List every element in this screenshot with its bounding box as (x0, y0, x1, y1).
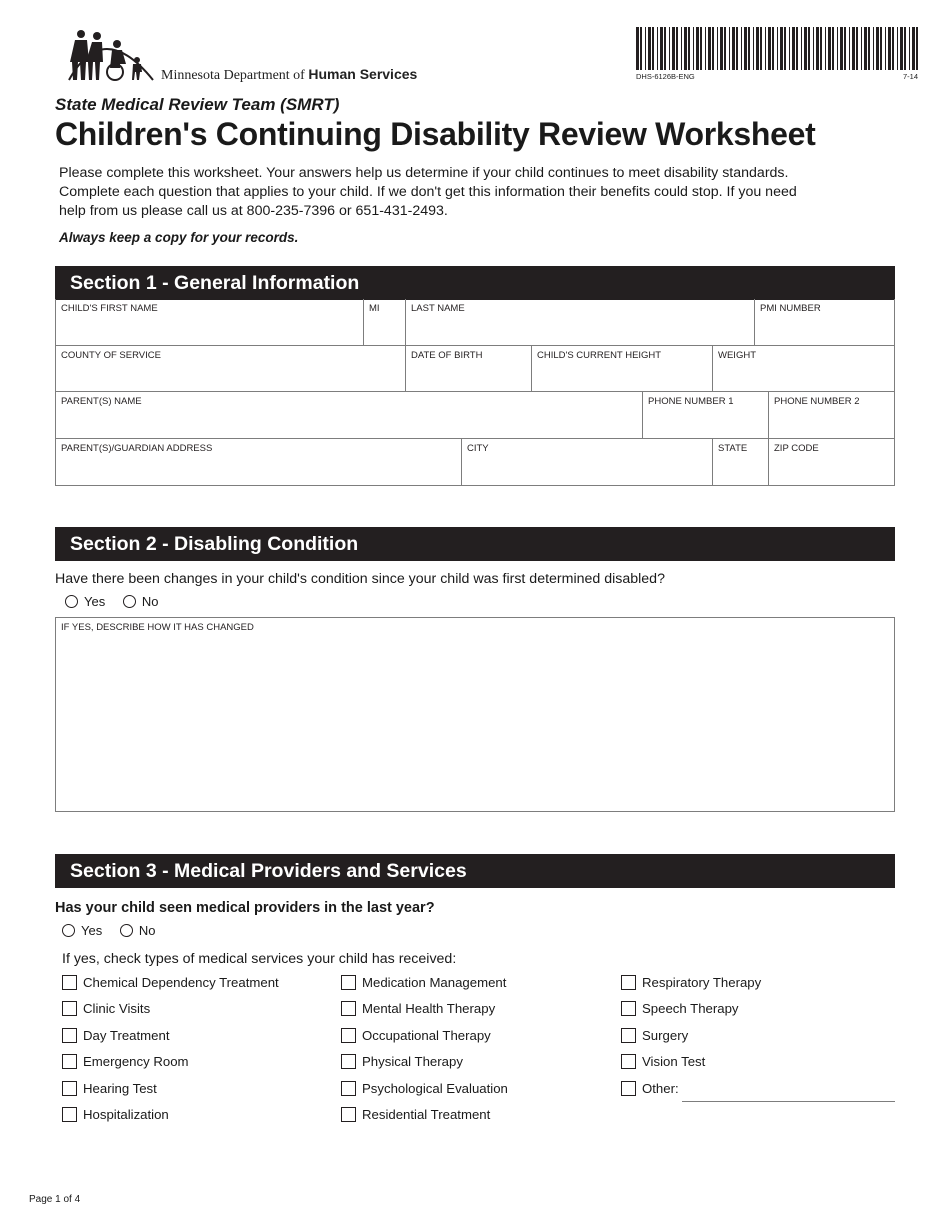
pmi-number-field[interactable] (755, 299, 895, 346)
state-input[interactable] (717, 458, 764, 482)
service-label: Surgery (642, 1028, 689, 1043)
service-label: Psychological Evaluation (362, 1081, 508, 1096)
condition-change-question: Have there been changes in your child's condition since your child was first determined disabled? (55, 571, 665, 587)
barcode-bar (772, 27, 774, 70)
org-name-bold: Human Services (308, 66, 418, 82)
barcode-bar (720, 27, 723, 70)
barcode-bar (724, 27, 726, 70)
weight-input[interactable] (717, 364, 890, 388)
barcode-bar (852, 27, 855, 70)
checkbox-icon[interactable] (621, 1054, 636, 1069)
field-label: IF YES, DESCRIBE HOW IT HAS CHANGED (61, 622, 254, 633)
service-checkbox-item[interactable] (341, 1028, 491, 1043)
barcode-bar (861, 27, 862, 70)
barcode-bar (844, 27, 846, 70)
barcode-bar (840, 27, 843, 70)
service-checkbox-item[interactable] (341, 975, 506, 990)
providers-question: Has your child seen medical providers in the last year? (55, 900, 435, 916)
service-checkbox-item[interactable] (621, 975, 761, 990)
form-date: 7-14 (903, 72, 919, 81)
checkbox-icon[interactable] (621, 1001, 636, 1016)
intro-line: Complete each question that applies to your child. If we don't get this information their benefits could stop. If you need (59, 184, 797, 200)
field-label: COUNTY OF SERVICE (61, 350, 161, 361)
field-label: PMI NUMBER (760, 303, 821, 314)
weight-field[interactable] (713, 346, 895, 392)
date-of-birth-input[interactable] (410, 364, 527, 388)
barcode-bar (808, 27, 810, 70)
condition-change-yes-option[interactable] (65, 594, 105, 609)
date-of-birth-field[interactable] (406, 346, 532, 392)
field-label: STATE (718, 443, 748, 454)
service-label: Mental Health Therapy (362, 1001, 496, 1016)
county-of-service-input[interactable] (60, 364, 401, 388)
barcode-bar (804, 27, 807, 70)
barcode-bar (700, 27, 702, 70)
barcode-bar (789, 27, 790, 70)
form-code: DHS-6126B-ENG (636, 72, 695, 81)
barcode-bar (717, 27, 718, 70)
barcode-bar (900, 27, 903, 70)
barcode-bar (885, 27, 886, 70)
checkbox-icon[interactable] (621, 1081, 636, 1096)
service-checkbox-item[interactable] (341, 1107, 490, 1122)
phone-number-2-input[interactable] (773, 411, 890, 435)
org-name (161, 66, 417, 84)
mi-input[interactable] (368, 318, 401, 342)
barcode-bar (916, 27, 918, 70)
barcode-bar (664, 27, 666, 70)
field-label: PHONE NUMBER 2 (774, 396, 860, 407)
last-name-input[interactable] (410, 318, 750, 342)
barcode-bar (705, 27, 706, 70)
state-field[interactable] (713, 439, 769, 485)
barcode-icon (636, 27, 923, 70)
barcode-bar (645, 27, 646, 70)
condition-change-no-option[interactable] (123, 594, 159, 609)
checkbox-icon[interactable] (62, 1028, 77, 1043)
service-label: Emergency Room (83, 1054, 189, 1069)
barcode-bar (792, 27, 795, 70)
barcode-bar (684, 27, 687, 70)
barcode-bar (816, 27, 819, 70)
child-first-name-field[interactable] (56, 299, 364, 346)
radio-circle-icon[interactable] (123, 595, 136, 608)
field-label: PHONE NUMBER 1 (648, 396, 734, 407)
service-label: Speech Therapy (642, 1001, 739, 1016)
barcode-bar (688, 27, 690, 70)
field-label: CITY (467, 443, 489, 454)
service-checkbox-item[interactable] (62, 1028, 169, 1043)
current-height-input[interactable] (536, 364, 708, 388)
barcode-bar (732, 27, 735, 70)
barcode-bar (676, 27, 678, 70)
barcode-bar (640, 27, 642, 70)
checkbox-icon[interactable] (62, 1081, 77, 1096)
providers-no-option[interactable] (120, 923, 156, 938)
checkbox-icon[interactable] (341, 1107, 356, 1122)
service-checkbox-item[interactable] (621, 1054, 705, 1069)
service-checkbox-item[interactable] (62, 1054, 189, 1069)
page-title: Children's Continuing Disability Review Worksheet (55, 116, 816, 152)
radio-label: Yes (81, 923, 103, 938)
service-label: Hearing Test (83, 1081, 157, 1096)
barcode-bar (856, 27, 858, 70)
other-service-input-line[interactable] (682, 1101, 895, 1102)
barcode-bar (736, 27, 738, 70)
field-label: CHILD'S FIRST NAME (61, 303, 158, 314)
barcode-bar (880, 27, 882, 70)
barcode-bar (744, 27, 747, 70)
barcode-bar (904, 27, 906, 70)
field-label: CHILD'S CURRENT HEIGHT (537, 350, 662, 361)
service-label: Clinic Visits (83, 1001, 151, 1016)
barcode-bar (897, 27, 898, 70)
county-of-service-field[interactable] (56, 346, 406, 392)
service-label: Hospitalization (83, 1107, 169, 1122)
dhs-logo-icon (55, 26, 155, 82)
barcode-bar (672, 27, 675, 70)
providers-radio-group (62, 923, 169, 938)
phone-number-1-input[interactable] (647, 411, 764, 435)
barcode-bar (748, 27, 750, 70)
barcode-bar (708, 27, 711, 70)
pmi-number-input[interactable] (759, 318, 890, 342)
barcode-bar (873, 27, 874, 70)
barcode-bar (912, 27, 915, 70)
radio-label: Yes (84, 594, 106, 609)
field-label: DATE OF BIRTH (411, 350, 483, 361)
barcode-bar (768, 27, 771, 70)
org-name-regular: Minnesota Department of (161, 68, 309, 83)
barcode-bar (864, 27, 867, 70)
service-checkbox-item[interactable] (341, 1054, 463, 1069)
service-label: Vision Test (642, 1054, 706, 1069)
field-label: MI (369, 303, 380, 314)
intro-text (59, 164, 849, 221)
barcode-bar (753, 27, 754, 70)
barcode-bar (820, 27, 822, 70)
phone-number-1-field[interactable] (643, 392, 769, 439)
field-label: PARENT(S)/GUARDIAN ADDRESS (61, 443, 213, 454)
radio-circle-icon[interactable] (62, 924, 75, 937)
barcode-bar (681, 27, 682, 70)
barcode-bar (741, 27, 742, 70)
condition-change-radio-group (65, 594, 172, 609)
barcode-bar (756, 27, 759, 70)
city-field[interactable] (462, 439, 713, 485)
barcode-bar (849, 27, 850, 70)
mi-field[interactable] (364, 299, 406, 346)
field-label: ZIP CODE (774, 443, 819, 454)
intro-line: Please complete this worksheet. Your answers help us determine if your child continues to meet disability standards. (59, 165, 789, 181)
service-label: Occupational Therapy (362, 1028, 491, 1043)
barcode-bar (780, 27, 783, 70)
phone-number-2-field[interactable] (769, 392, 895, 439)
barcode-bar (868, 27, 870, 70)
service-label: Day Treatment (83, 1028, 170, 1043)
child-first-name-input[interactable] (60, 318, 359, 342)
service-checkbox-item[interactable] (341, 1001, 495, 1016)
services-prompt: If yes, check types of medical services your child has received: (62, 951, 457, 967)
service-label: Residential Treatment (362, 1107, 491, 1122)
barcode-bar (876, 27, 879, 70)
checkbox-icon[interactable] (62, 975, 77, 990)
barcode-bar (784, 27, 786, 70)
checkbox-icon[interactable] (62, 1054, 77, 1069)
barcode-bar (888, 27, 891, 70)
barcode-bar (825, 27, 826, 70)
section2-heading: Section 2 - Disabling Condition (55, 527, 895, 561)
zip-code-field[interactable] (769, 439, 895, 485)
barcode-bar (636, 27, 639, 70)
checkbox-icon[interactable] (341, 1081, 356, 1096)
barcode-bar (765, 27, 766, 70)
providers-yes-option[interactable] (62, 923, 102, 938)
barcode-bar (669, 27, 670, 70)
page-number: Page 1 of 4 (29, 1194, 81, 1205)
barcode-bar (777, 27, 778, 70)
parents-name-input[interactable] (60, 411, 638, 435)
zip-code-input[interactable] (773, 458, 890, 482)
radio-circle-icon[interactable] (65, 595, 78, 608)
checkbox-icon[interactable] (62, 1001, 77, 1016)
service-checkbox-item[interactable] (62, 1001, 150, 1016)
checkbox-icon[interactable] (341, 1001, 356, 1016)
last-name-field[interactable] (406, 299, 755, 346)
address-input[interactable] (60, 458, 457, 482)
radio-circle-icon[interactable] (120, 924, 133, 937)
service-checkbox-item[interactable] (62, 975, 279, 990)
checkbox-icon[interactable] (621, 1028, 636, 1043)
barcode-bar (760, 27, 762, 70)
barcode-bar (837, 27, 838, 70)
general-info-grid (55, 299, 895, 486)
field-label: WEIGHT (718, 350, 756, 361)
barcode-bar (828, 27, 831, 70)
service-checkbox-item[interactable] (621, 1028, 688, 1043)
barcode-bar (693, 27, 694, 70)
barcode-bar (832, 27, 834, 70)
current-height-field[interactable] (532, 346, 713, 392)
radio-label: No (141, 594, 159, 609)
radio-label: No (138, 923, 156, 938)
service-checkbox-item[interactable] (341, 1081, 508, 1096)
service-checkbox-item[interactable] (62, 1107, 169, 1122)
checkbox-icon[interactable] (341, 1028, 356, 1043)
service-label: Physical Therapy (362, 1054, 463, 1069)
parents-name-field[interactable] (56, 392, 643, 439)
service-label: Respiratory Therapy (642, 975, 762, 990)
checkbox-icon[interactable] (341, 975, 356, 990)
intro-line: help from us please call us at 800-235-7396 or 651-431-2493. (59, 203, 448, 219)
checkbox-icon[interactable] (621, 975, 636, 990)
address-field[interactable] (56, 439, 462, 485)
section1-heading: Section 1 - General Information (55, 266, 895, 300)
keep-copy-note: Always keep a copy for your records. (59, 230, 299, 245)
barcode-bar (696, 27, 699, 70)
barcode-bar (796, 27, 798, 70)
barcode-bar (909, 27, 910, 70)
service-checkbox-item[interactable] (62, 1081, 157, 1096)
barcode-bar (813, 27, 814, 70)
barcode-bar (652, 27, 654, 70)
service-checkbox-item[interactable] (621, 1081, 679, 1096)
barcode-bar (657, 27, 658, 70)
service-label: Chemical Dependency Treatment (83, 975, 279, 990)
service-label: Other: (642, 1081, 679, 1096)
city-input[interactable] (466, 458, 708, 482)
checkbox-icon[interactable] (62, 1107, 77, 1122)
barcode-bar (660, 27, 663, 70)
describe-change-textarea[interactable] (55, 617, 895, 812)
page-subtitle: State Medical Review Team (SMRT) (55, 95, 340, 114)
section3-heading: Section 3 - Medical Providers and Services (55, 854, 895, 888)
field-label: LAST NAME (411, 303, 465, 314)
barcode-bar (729, 27, 730, 70)
field-label: PARENT(S) NAME (61, 396, 142, 407)
barcode-bar (648, 27, 651, 70)
service-label: Medication Management (362, 975, 507, 990)
barcode-bar (712, 27, 714, 70)
checkbox-icon[interactable] (341, 1054, 356, 1069)
barcode-bar (801, 27, 802, 70)
service-checkbox-item[interactable] (621, 1001, 739, 1016)
barcode-bar (892, 27, 894, 70)
